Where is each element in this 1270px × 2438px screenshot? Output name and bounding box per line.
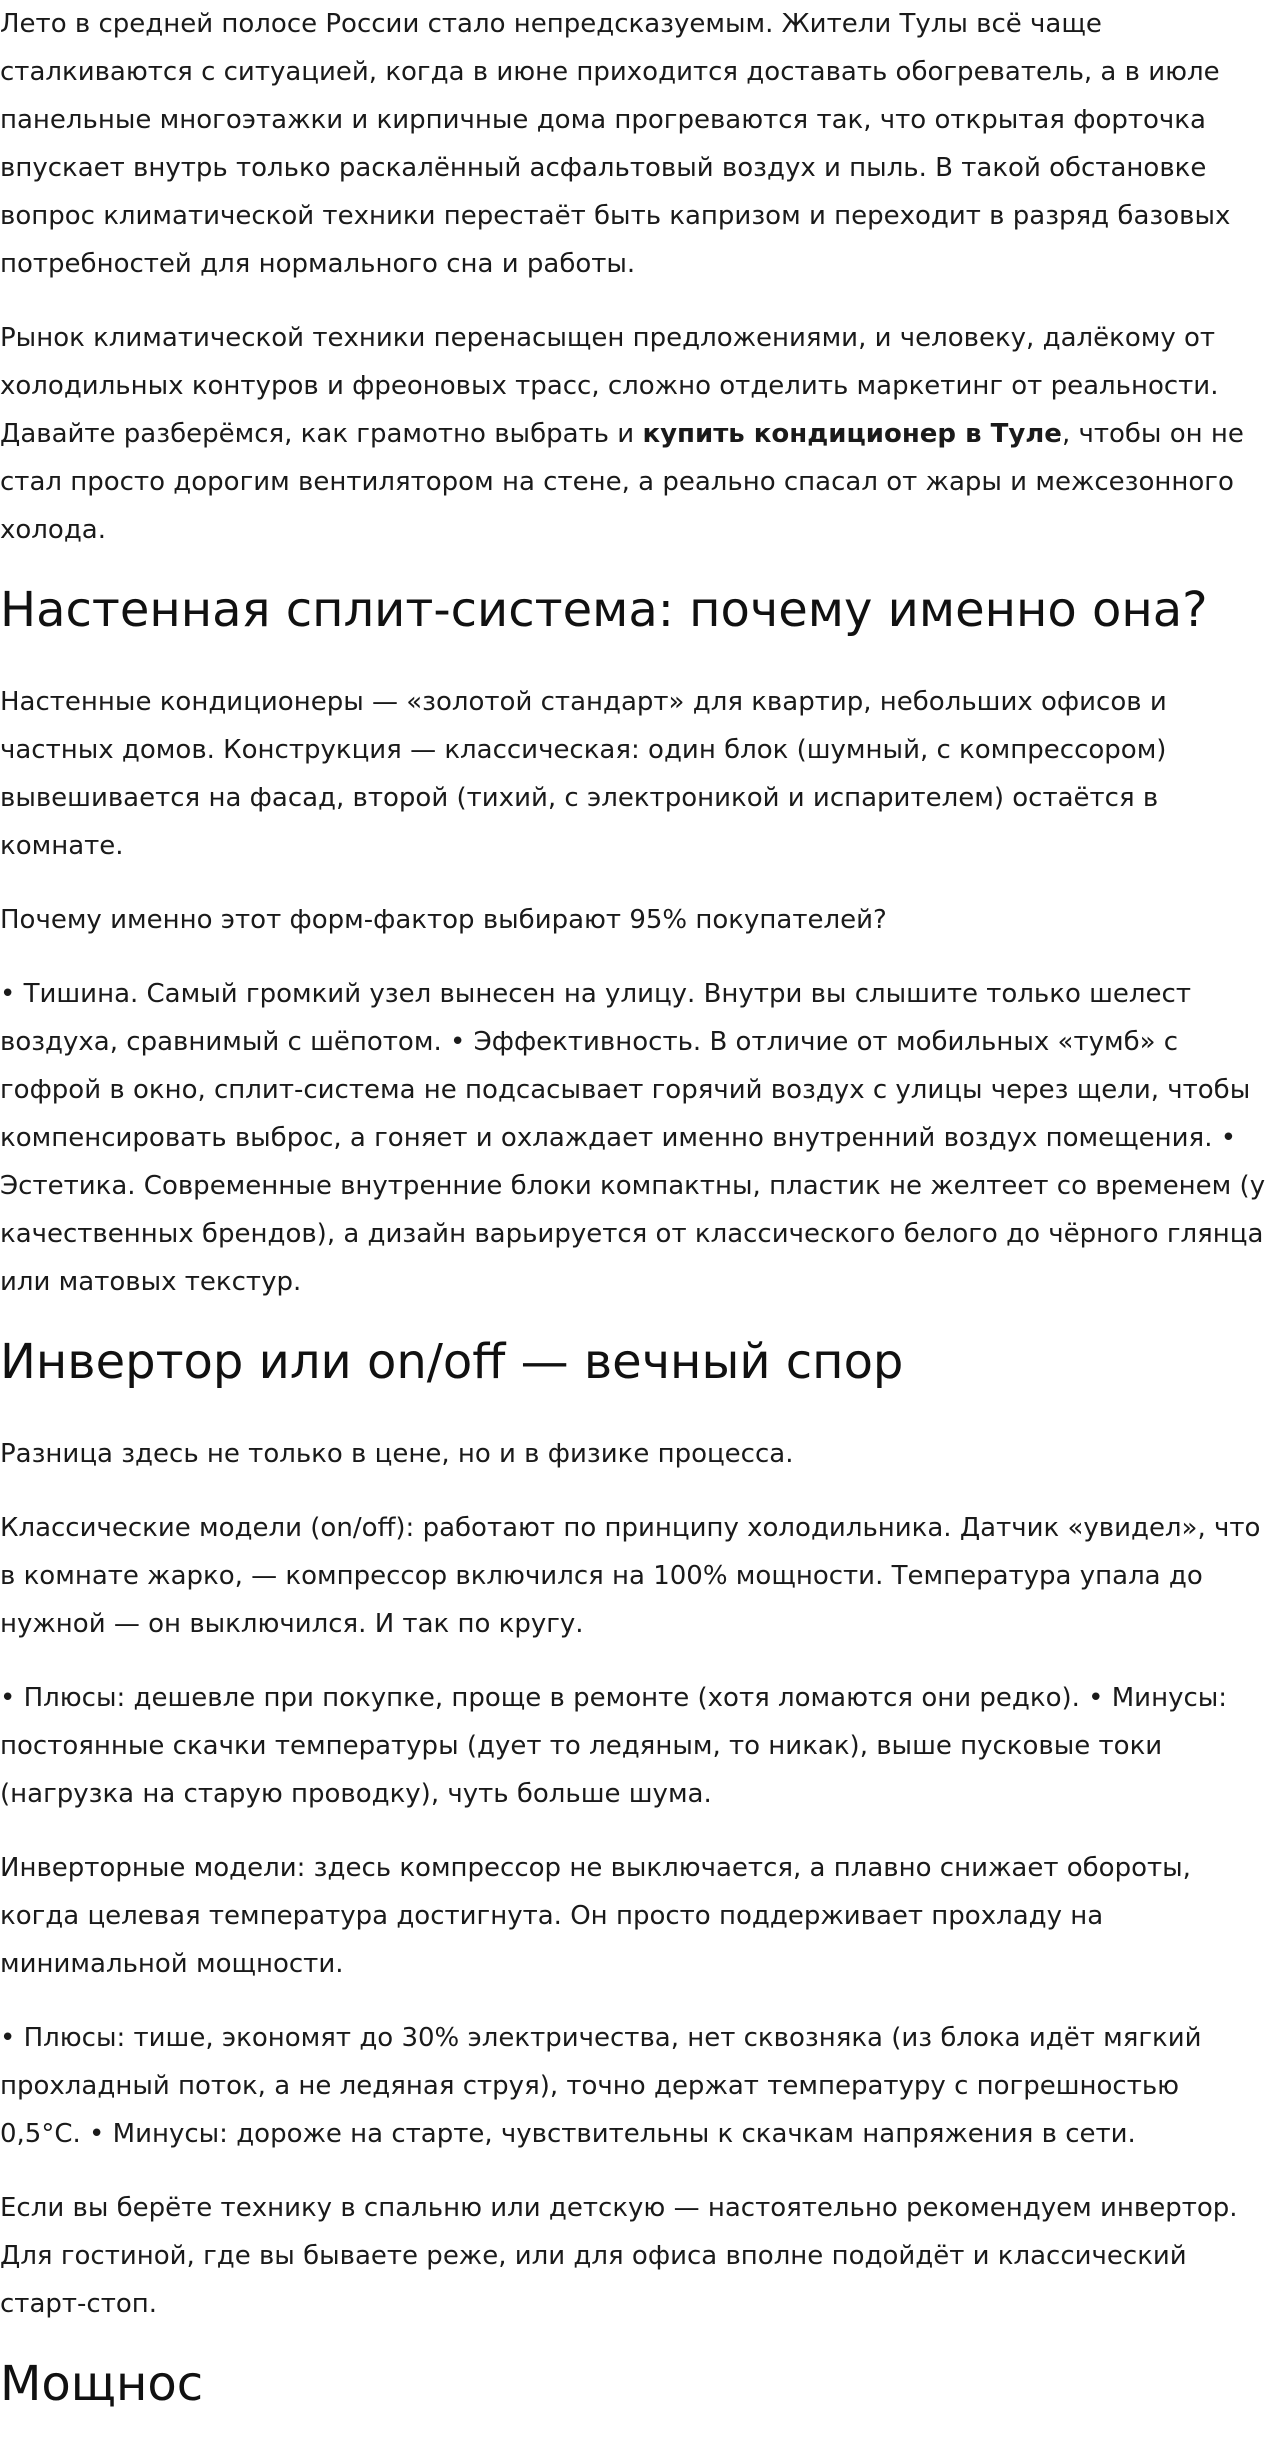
market-text-after: , чтобы он не стал просто дорогим вентилятором на стене, а реально спасал от жары и межсезонного холода. — [0, 419, 1244, 545]
onoff-pros-cons: • Плюсы: дешевле при покупке, проще в ремонте (хотя ломаются они редко). • Минусы: постоянные скачки температуры (дует то ледяным, то никак), выше пусковые токи (нагрузка на старую проводку), чуть больше шума. — [0, 1683, 1228, 1809]
heading-wall-split: Настенная сплит-система: почему именно она? — [0, 582, 1208, 638]
buy-conditioner-link-text: купить кондиционер в Туле — [642, 419, 1062, 449]
market-paragraph — [0, 314, 1268, 554]
advantages-list-paragraph: • Тишина. Самый громкий узел вынесен на улицу. Внутри вы слышите только шелест воздуха, сравнимый с шёпотом. • Эффективность. В отличие от мобильных «тумб» с гофрой в окно, сплит-система не подсасывает горячий воздух с улицы через щели, чтобы компенсировать выброс, а гоняет и охлаждает именно внутренний воздух помещения. • Эстетика. Современные внутренние блоки компактны, пластик не желтеет со временем (у качественных брендов), а дизайн варьируется от классического белого до чёрного глянца или матовых текстур. — [0, 979, 1266, 1297]
form-factor-question: Почему именно этот форм-фактор выбирают 95% покупателей? — [0, 905, 887, 935]
difference-paragraph: Разница здесь не только в цене, но и в физике процесса. — [0, 1439, 794, 1469]
inverter-pros-cons: • Плюсы: тише, экономят до 30% электричества, нет сквозняка (из блока идёт мягкий прохладный поток, а не ледяная струя), точно держат температуру с погрешностью 0,5°C. • Минусы: дороже на старте, чувствительны к скачкам напряжения в сети. — [0, 2023, 1202, 2149]
heading-power: Мощнос — [0, 2356, 204, 2412]
onoff-paragraph: Классические модели (on/off): работают по принципу холодильника. Датчик «увидел», что в комнате жарко, — компрессор включился на 100% мощности. Температура упала до нужной — он выключился. И так по кругу. — [0, 1513, 1261, 1639]
wall-split-paragraph: Настенные кондиционеры — «золотой стандарт» для квартир, небольших офисов и частных домов. Конструкция — классическая: один блок (шумный, с компрессором) вывешивается на фасад, второй (тихий, с электроникой и испарителем) остаётся в комнате. — [0, 687, 1167, 861]
inverter-paragraph: Инверторные модели: здесь компрессор не выключается, а плавно снижает обороты, когда целевая температура достигнута. Он просто поддерживает прохладу на минимальной мощности. — [0, 1853, 1191, 1979]
heading-inverter-vs-onoff: Инвертор или on/off — вечный спор — [0, 1334, 904, 1390]
recommendation-paragraph: Если вы берёте технику в спальню или детскую — настоятельно рекомендуем инвертор. Для гостиной, где вы бываете реже, или для офиса вполне подойдёт и классический старт-стоп. — [0, 2193, 1238, 2319]
intro-paragraph: Лето в средней полосе России стало непредсказуемым. Жители Тулы всё чаще сталкиваются с ситуацией, когда в июне приходится доставать обогреватель, а в июле панельные многоэтажки и кирпичные дома прогреваются так, что открытая форточка впускает внутрь только раскалённый асфальтовый воздух и пыль. В такой обстановке вопрос климатической техники перестаёт быть капризом и переходит в разряд базовых потребностей для нормального сна и работы. — [0, 9, 1231, 279]
market-text-before: Рынок климатической техники перенасыщен предложениями, и человеку, далёкому от холодильных контуров и фреоновых трасс, сложно отделить маркетинг от реальности. Давайте разберёмся, как грамотно выбрать и — [0, 323, 1219, 449]
